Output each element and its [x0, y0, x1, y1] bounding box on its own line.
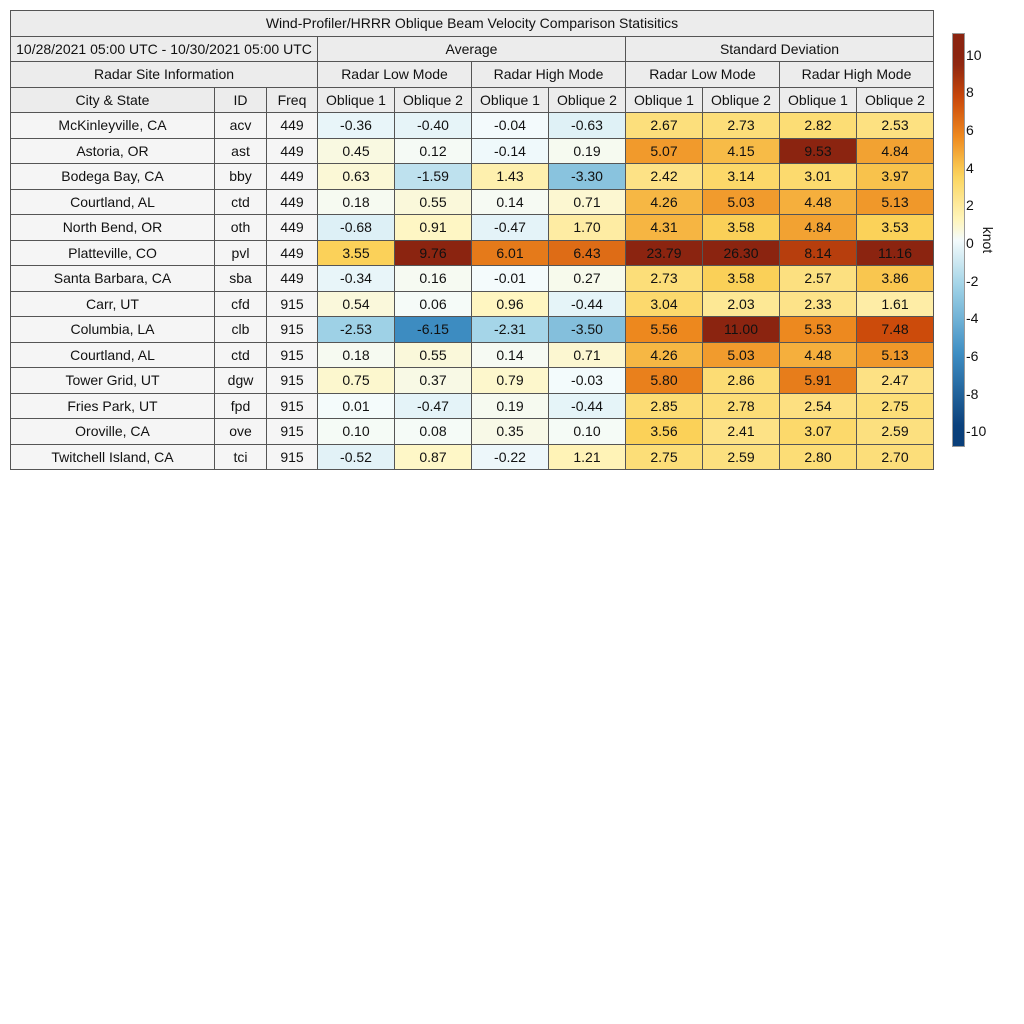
site-freq-cell: 915: [267, 291, 318, 317]
value-cell: 0.35: [472, 419, 549, 445]
value-cell: -0.34: [318, 266, 395, 292]
comparison-table: [10, 10, 934, 470]
site-id-cell: ctd: [215, 189, 267, 215]
avg-low-mode-header: Radar Low Mode: [318, 62, 472, 88]
value-cell: 4.48: [780, 342, 857, 368]
value-cell: 5.13: [857, 189, 934, 215]
value-cell: 2.85: [626, 393, 703, 419]
value-cell: 0.19: [472, 393, 549, 419]
value-cell: 0.87: [395, 444, 472, 470]
site-id-cell: oth: [215, 215, 267, 241]
value-cell: 3.53: [857, 215, 934, 241]
value-cell: 4.15: [703, 138, 780, 164]
table-row: [11, 317, 934, 343]
value-cell: 3.07: [780, 419, 857, 445]
site-id-cell: bby: [215, 164, 267, 190]
value-cell: 0.14: [472, 189, 549, 215]
site-freq-cell: 915: [267, 393, 318, 419]
colorbar-tick-label: -6: [966, 347, 979, 364]
average-header: Average: [318, 36, 626, 62]
value-cell: 2.42: [626, 164, 703, 190]
table-row: [11, 444, 934, 470]
value-cell: 11.00: [703, 317, 780, 343]
site-freq-cell: 449: [267, 240, 318, 266]
value-cell: 4.31: [626, 215, 703, 241]
value-cell: -0.63: [549, 113, 626, 139]
table-row: [11, 113, 934, 139]
table-row: [11, 266, 934, 292]
value-cell: 7.48: [857, 317, 934, 343]
column-header-value: Oblique 2: [703, 87, 780, 113]
table-title: Wind-Profiler/HRRR Oblique Beam Velocity Comparison Statisitics: [11, 11, 934, 37]
value-cell: 0.54: [318, 291, 395, 317]
value-cell: -2.31: [472, 317, 549, 343]
value-cell: 0.55: [395, 189, 472, 215]
value-cell: 2.73: [626, 266, 703, 292]
value-cell: 23.79: [626, 240, 703, 266]
colorbar-label: knot: [980, 226, 996, 254]
value-cell: 5.07: [626, 138, 703, 164]
value-cell: -0.68: [318, 215, 395, 241]
site-city-cell: Bodega Bay, CA: [11, 164, 215, 190]
value-cell: 1.61: [857, 291, 934, 317]
table-row: [11, 342, 934, 368]
colorbar-tick-label: 0: [966, 235, 974, 251]
table-row: [11, 368, 934, 394]
site-id-cell: acv: [215, 113, 267, 139]
value-cell: -3.50: [549, 317, 626, 343]
value-cell: 2.70: [857, 444, 934, 470]
value-cell: -0.04: [472, 113, 549, 139]
site-id-cell: dgw: [215, 368, 267, 394]
value-cell: 0.55: [395, 342, 472, 368]
value-cell: -0.47: [472, 215, 549, 241]
value-cell: 0.91: [395, 215, 472, 241]
value-cell: 0.71: [549, 189, 626, 215]
value-cell: 0.63: [318, 164, 395, 190]
value-cell: -1.59: [395, 164, 472, 190]
site-city-cell: Carr, UT: [11, 291, 215, 317]
column-header-value: Oblique 1: [626, 87, 703, 113]
value-cell: 9.76: [395, 240, 472, 266]
site-city-cell: Santa Barbara, CA: [11, 266, 215, 292]
colorbar-tick-label: -10: [966, 423, 987, 440]
site-info-header: Radar Site Information: [11, 62, 318, 88]
site-freq-cell: 449: [267, 113, 318, 139]
value-cell: 5.13: [857, 342, 934, 368]
value-cell: -0.52: [318, 444, 395, 470]
site-city-cell: Twitchell Island, CA: [11, 444, 215, 470]
value-cell: 5.91: [780, 368, 857, 394]
std-dev-header: Standard Deviation: [626, 36, 934, 62]
value-cell: 0.10: [318, 419, 395, 445]
value-cell: 2.80: [780, 444, 857, 470]
value-cell: 1.43: [472, 164, 549, 190]
value-cell: 0.14: [472, 342, 549, 368]
column-header-value: Oblique 2: [395, 87, 472, 113]
site-freq-cell: 449: [267, 164, 318, 190]
value-cell: 4.26: [626, 189, 703, 215]
value-cell: 5.03: [703, 342, 780, 368]
colorbar-tick-label: 4: [966, 159, 974, 176]
value-cell: 0.27: [549, 266, 626, 292]
std-high-mode-header: Radar High Mode: [780, 62, 934, 88]
column-header-row: [11, 87, 934, 113]
group-header-row: [11, 36, 934, 62]
colorbar-tick-label: -8: [966, 385, 979, 402]
table-row: [11, 189, 934, 215]
table-row: [11, 215, 934, 241]
value-cell: 2.54: [780, 393, 857, 419]
value-cell: 11.16: [857, 240, 934, 266]
value-cell: 2.59: [703, 444, 780, 470]
value-cell: 0.71: [549, 342, 626, 368]
value-cell: 6.01: [472, 240, 549, 266]
value-cell: 2.41: [703, 419, 780, 445]
value-cell: 0.19: [549, 138, 626, 164]
site-freq-cell: 915: [267, 317, 318, 343]
value-cell: 0.18: [318, 342, 395, 368]
site-city-cell: Astoria, OR: [11, 138, 215, 164]
value-cell: -2.53: [318, 317, 395, 343]
value-cell: 5.03: [703, 189, 780, 215]
value-cell: 2.53: [857, 113, 934, 139]
site-freq-cell: 449: [267, 215, 318, 241]
site-freq-cell: 449: [267, 138, 318, 164]
site-city-cell: Courtland, AL: [11, 189, 215, 215]
value-cell: -0.22: [472, 444, 549, 470]
value-cell: -0.36: [318, 113, 395, 139]
mode-header-row: [11, 62, 934, 88]
value-cell: -6.15: [395, 317, 472, 343]
value-cell: 5.56: [626, 317, 703, 343]
value-cell: 0.45: [318, 138, 395, 164]
value-cell: -0.47: [395, 393, 472, 419]
avg-high-mode-header: Radar High Mode: [472, 62, 626, 88]
value-cell: 2.73: [703, 113, 780, 139]
value-cell: 2.57: [780, 266, 857, 292]
value-cell: 3.58: [703, 266, 780, 292]
site-id-cell: fpd: [215, 393, 267, 419]
site-id-cell: pvl: [215, 240, 267, 266]
value-cell: -0.44: [549, 291, 626, 317]
site-city-cell: Oroville, CA: [11, 419, 215, 445]
value-cell: 3.56: [626, 419, 703, 445]
value-cell: -0.44: [549, 393, 626, 419]
value-cell: 3.58: [703, 215, 780, 241]
value-cell: 2.03: [703, 291, 780, 317]
site-city-cell: Fries Park, UT: [11, 393, 215, 419]
value-cell: 3.04: [626, 291, 703, 317]
site-id-cell: ove: [215, 419, 267, 445]
site-city-cell: Tower Grid, UT: [11, 368, 215, 394]
value-cell: 4.26: [626, 342, 703, 368]
column-header-freq: Freq: [267, 87, 318, 113]
value-cell: 2.78: [703, 393, 780, 419]
value-cell: 0.18: [318, 189, 395, 215]
colorbar: [952, 33, 965, 447]
title-row: [11, 11, 934, 37]
value-cell: 2.75: [626, 444, 703, 470]
value-cell: -0.40: [395, 113, 472, 139]
table-row: [11, 419, 934, 445]
value-cell: 4.48: [780, 189, 857, 215]
value-cell: 3.01: [780, 164, 857, 190]
table-row: [11, 291, 934, 317]
value-cell: 0.16: [395, 266, 472, 292]
table-row: [11, 138, 934, 164]
colorbar-tick-label: 2: [966, 197, 974, 214]
table-row: [11, 164, 934, 190]
value-cell: 3.97: [857, 164, 934, 190]
site-freq-cell: 915: [267, 444, 318, 470]
value-cell: 4.84: [780, 215, 857, 241]
site-city-cell: Platteville, CO: [11, 240, 215, 266]
column-header-value: Oblique 1: [472, 87, 549, 113]
value-cell: 0.10: [549, 419, 626, 445]
value-cell: 2.59: [857, 419, 934, 445]
site-freq-cell: 915: [267, 419, 318, 445]
value-cell: -0.03: [549, 368, 626, 394]
site-id-cell: ast: [215, 138, 267, 164]
colorbar-tick-label: 10: [966, 46, 982, 63]
value-cell: 1.21: [549, 444, 626, 470]
column-header-value: Oblique 2: [549, 87, 626, 113]
value-cell: 5.80: [626, 368, 703, 394]
colorbar-tick-label: -4: [966, 310, 979, 327]
site-id-cell: ctd: [215, 342, 267, 368]
site-id-cell: tci: [215, 444, 267, 470]
column-header-city: City & State: [11, 87, 215, 113]
value-cell: 0.96: [472, 291, 549, 317]
site-id-cell: clb: [215, 317, 267, 343]
value-cell: 3.55: [318, 240, 395, 266]
site-freq-cell: 915: [267, 342, 318, 368]
value-cell: 0.12: [395, 138, 472, 164]
value-cell: 2.33: [780, 291, 857, 317]
value-cell: -3.30: [549, 164, 626, 190]
site-id-cell: cfd: [215, 291, 267, 317]
std-low-mode-header: Radar Low Mode: [626, 62, 780, 88]
site-freq-cell: 915: [267, 368, 318, 394]
site-freq-cell: 449: [267, 189, 318, 215]
site-freq-cell: 449: [267, 266, 318, 292]
value-cell: 26.30: [703, 240, 780, 266]
value-cell: 3.86: [857, 266, 934, 292]
date-range: 10/28/2021 05:00 UTC - 10/30/2021 05:00 UTC: [11, 36, 318, 62]
value-cell: 8.14: [780, 240, 857, 266]
column-header-value: Oblique 1: [780, 87, 857, 113]
site-city-cell: McKinleyville, CA: [11, 113, 215, 139]
value-cell: 2.67: [626, 113, 703, 139]
site-city-cell: Courtland, AL: [11, 342, 215, 368]
value-cell: 0.75: [318, 368, 395, 394]
site-id-cell: sba: [215, 266, 267, 292]
table-row: [11, 393, 934, 419]
value-cell: 1.70: [549, 215, 626, 241]
value-cell: 2.82: [780, 113, 857, 139]
value-cell: 2.75: [857, 393, 934, 419]
value-cell: 6.43: [549, 240, 626, 266]
value-cell: 0.08: [395, 419, 472, 445]
column-header-value: Oblique 2: [857, 87, 934, 113]
value-cell: 0.37: [395, 368, 472, 394]
site-city-cell: North Bend, OR: [11, 215, 215, 241]
column-header-id: ID: [215, 87, 267, 113]
colorbar-tick-label: -2: [966, 272, 979, 289]
value-cell: 9.53: [780, 138, 857, 164]
value-cell: 5.53: [780, 317, 857, 343]
value-cell: 2.47: [857, 368, 934, 394]
table-row: [11, 240, 934, 266]
value-cell: 3.14: [703, 164, 780, 190]
value-cell: 2.86: [703, 368, 780, 394]
value-cell: -0.14: [472, 138, 549, 164]
value-cell: 4.84: [857, 138, 934, 164]
column-header-value: Oblique 1: [318, 87, 395, 113]
value-cell: 0.06: [395, 291, 472, 317]
colorbar-tick-label: 8: [966, 84, 974, 101]
colorbar-tick-label: 6: [966, 122, 974, 139]
value-cell: 0.01: [318, 393, 395, 419]
value-cell: 0.79: [472, 368, 549, 394]
value-cell: -0.01: [472, 266, 549, 292]
site-city-cell: Columbia, LA: [11, 317, 215, 343]
